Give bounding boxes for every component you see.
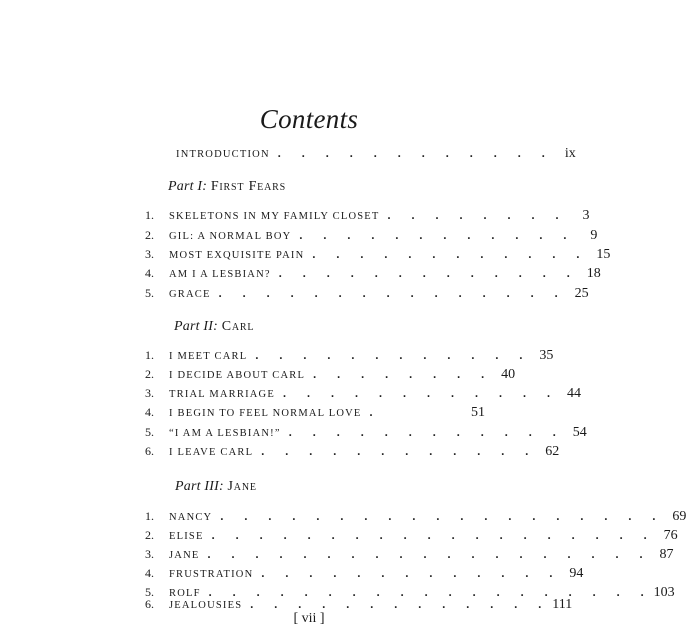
part-name: Jane [227,479,257,494]
chapter-number: 1. [145,348,154,362]
entry-label: ELISE [169,531,204,542]
part-heading [174,319,254,335]
entry-label: SKELETONS IN MY FAMILY CLOSET [169,211,380,222]
chapter-number: 3. [145,547,154,561]
dot-leader: . . . . . . . . . . . . [255,348,532,362]
toc-entry [145,566,584,586]
chapter-number: 2. [145,228,154,242]
entry-label: I LEAVE CARL [169,447,254,458]
chapter-number: 3. [145,386,154,400]
dot-leader: . . . . . . . . [387,208,568,222]
entry-page-number: 15 [596,247,611,262]
entry-label: JANE [169,550,200,561]
part-name: Carl [221,319,255,334]
entry-page-number: 35 [539,348,554,363]
chapter-number: 4. [145,266,154,280]
dot-leader: . . . . . . . . . . . . . [261,566,562,580]
part-number: Part I: [168,179,208,194]
chapter-number: 2. [145,367,154,381]
toc-entry [145,367,516,387]
entry-page-number: 51 [471,405,485,420]
entry-page-number: 87 [659,547,674,562]
entry-label: AM I A LESBIAN? [169,269,271,280]
chapter-number: 1. [145,509,154,523]
dot-leader: . . . . . . . . . . . . [282,386,559,400]
entry-page-number: 103 [653,585,675,600]
toc-entry [145,208,590,228]
chapter-number: 3. [145,247,154,261]
dot-leader: . . . . . . . . . . . . [277,146,554,160]
entry-label: I DECIDE ABOUT CARL [169,370,306,381]
entry-page-number: 69 [672,509,686,524]
chapter-number: 2. [145,528,154,542]
toc-entry [145,547,674,567]
entry-label: FRUSTRATION [169,569,254,580]
toc-entry [145,386,581,406]
entry-label: MOST EXQUISITE PAIN [169,250,305,261]
chapter-number: 5. [145,585,154,599]
chapter-number: 4. [145,405,154,419]
dot-leader: . . . . . . . . . . . . . . . . . . . [220,509,665,523]
toc-entry [145,509,686,529]
dot-leader: . . . . . . . . . . . . . . . . . . . [207,547,652,561]
toc-entry [145,348,554,368]
part-heading [168,179,286,195]
entry-page-number: 3 [582,208,590,223]
entry-page-number: ix [564,146,576,161]
entry-page-number: 18 [586,266,601,281]
entry-label: ROLF [169,588,201,599]
entry-label: GRACE [169,289,211,300]
entry-label: JEALOUSIES [169,600,243,611]
part-name: First Fears [210,179,286,194]
toc-entry [145,405,485,425]
dot-leader: . . . . . . . . . . . . . . . [218,286,567,300]
entry-page-number: 94 [569,566,584,581]
dot-leader: . . . . . . . . . . . . [299,228,576,242]
toc-entry [145,286,589,306]
dot-leader: . . . . . . . . . . . . . . . . . . . [211,528,656,542]
dot-leader: . . . . . . . . . . . . [288,425,565,439]
page-number-footer: [ vii ] [293,611,325,626]
dot-leader: . . . . . . . . . . . . . . . . . . . [208,585,653,599]
toc-entry [145,425,587,445]
dot-leader: . . . . . . . . . . . . . [250,597,551,611]
chapter-number: 5. [145,286,154,300]
entry-page-number: 62 [545,444,560,459]
entry-label: TRIAL MARRIAGE [169,389,275,400]
part-number: Part II: [174,319,218,334]
chapter-number: 6. [145,597,154,611]
chapter-number: 4. [145,566,154,580]
entry-page-number: 9 [590,228,598,243]
dot-leader: . . . . . . . . [313,367,494,381]
dot-leader: . . . . . . . . . . . . [312,247,589,261]
toc-entry [145,444,560,464]
entry-page-number: 111 [552,597,573,612]
page-title: Contents [259,104,359,134]
toc-entry [145,247,611,267]
dot-leader: . . . . . . . . . . . . . [278,266,579,280]
entry-label: “I AM A LESBIAN!” [169,428,281,439]
part-number: Part III: [175,479,224,494]
entry-label: I BEGIN TO FEEL NORMAL LOVE [169,408,362,419]
toc-entry-introduction [176,146,576,166]
entry-label: INTRODUCTION [176,149,270,160]
entry-label: NANCY [169,512,213,523]
entry-label: I MEET CARL [169,351,248,362]
toc-entry [145,528,678,548]
chapter-number: 1. [145,208,154,222]
toc-entry [145,266,601,286]
entry-page-number: 40 [501,367,516,382]
entry-page-number: 25 [574,286,589,301]
dot-leader: . [369,405,382,419]
entry-page-number: 76 [663,528,678,543]
entry-page-number: 54 [572,425,587,440]
part-heading [175,479,257,495]
entry-page-number: 44 [566,386,581,401]
chapter-number: 6. [145,444,154,458]
entry-label: GIL: A NORMAL BOY [169,231,292,242]
dot-leader: . . . . . . . . . . . . [261,444,538,458]
chapter-number: 5. [145,425,154,439]
toc-entry [145,228,598,248]
